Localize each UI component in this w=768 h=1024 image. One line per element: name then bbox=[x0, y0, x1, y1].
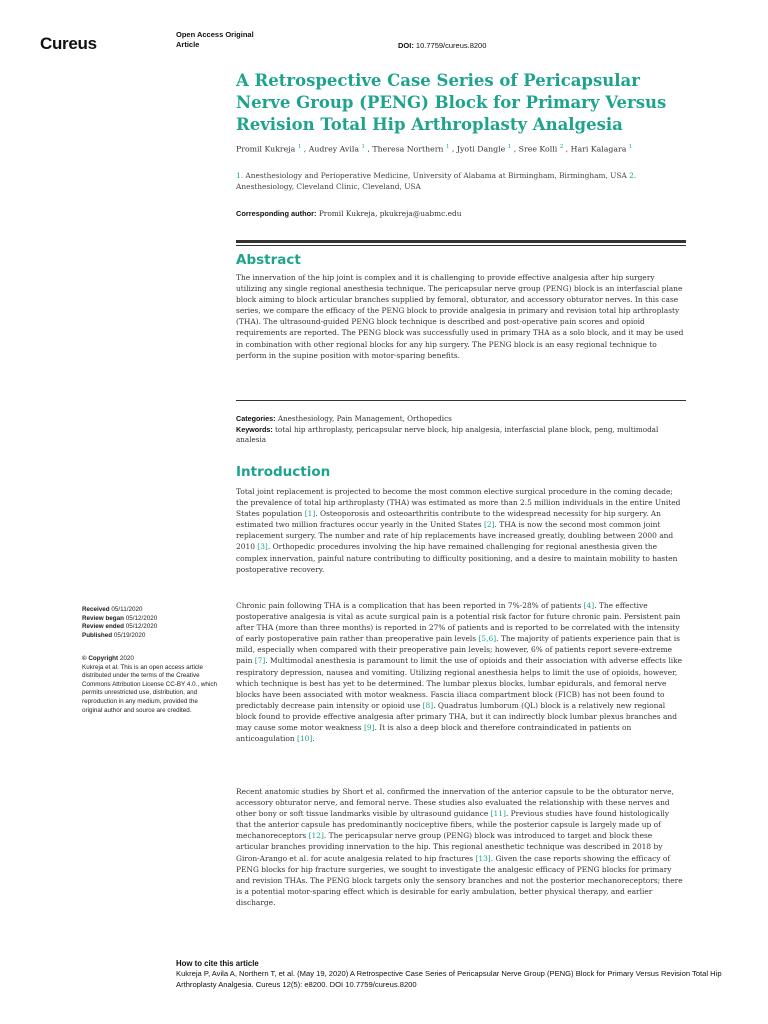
affiliation-2: Anesthesiology, Cleveland Clinic, Cleveland, USA bbox=[236, 182, 421, 191]
received-value: 05/11/2020 bbox=[109, 606, 143, 613]
published-value: 05/19/2020 bbox=[112, 631, 146, 639]
doi[interactable] bbox=[398, 41, 486, 50]
copyright-notice bbox=[82, 655, 217, 715]
corresponding-author-text[interactable]: Promil Kukreja, pkukreja@uabmc.edu bbox=[316, 209, 462, 218]
citation-link[interactable]: [2] bbox=[483, 520, 495, 530]
copyright-year: 2020 bbox=[118, 655, 134, 662]
abstract-text: The innervation of the hip joint is complex and it is challenging to provide effective analgesia after hip surgery utilizing any single regional anesthesia technique. The pericapsular nerve group (PENG) block is an interfascial plane block aiming to block articular branches supplied by femoral, obturator, and accessory obturator nerves. In this case series, we compare the efficacy of the PENG block to provide analgesia in primary and revision total hip arthroplasty (THA). The ultrasound-guided PENG block technique is described and post-operative pain scores and opioid requirements are reported. The PENG block was successfully used in primary THA as a solo block, and it may be used in combination with other regional blocks for any hip surgery. The PENG block is an easy regional technique to perform in the supine position with motor-sparing benefits. bbox=[236, 273, 684, 360]
doi-value: 10.7759/cureus.8200 bbox=[413, 41, 487, 50]
published-label: Published bbox=[82, 631, 113, 639]
author-separator: , bbox=[563, 144, 571, 154]
author-separator: , bbox=[301, 144, 309, 154]
citation-link[interactable]: [13] bbox=[475, 853, 491, 863]
affiliation-1: Anesthesiology and Perioperative Medicine, University of Alabama at Birmingham, Birmingham, USA bbox=[243, 171, 630, 180]
paragraph-text: . THA is now the second most common joint replacement surgery. The number and rate of hip replacements have increased greatly, doubling between 2000 and 2010 bbox=[236, 520, 674, 552]
paragraph-text: . Previous studies have found histologically that the anterior capsule has predominantly nociceptive fibers, while the posterior capsule is largely made up of mechanoreceptors bbox=[236, 809, 670, 841]
categories bbox=[236, 414, 686, 425]
paragraph-text: . Orthopedic procedures involving the hip have remained challenging for regional anesthesia given the complex innervation, painful nature contributing to difficulty positioning, and a desire to maintain mobility to hasten postoperative recovery. bbox=[236, 542, 678, 574]
paragraph-text: . It is also a deep block and therefore contraindicated in patients on anticoagulation bbox=[236, 723, 632, 744]
author-affiliation-marker: 2 bbox=[559, 144, 564, 150]
paragraph-text: . The majority of patients experience pain that is mild, especially when compared with their preoperative pain levels; however, 6% of patients report severe-extreme pain bbox=[236, 634, 680, 666]
review-began-label: Review began bbox=[82, 614, 124, 622]
article-type-line1: Open Access Original bbox=[176, 30, 254, 39]
corresponding-author bbox=[236, 209, 461, 218]
affiliation-number-2: 2. bbox=[629, 171, 637, 180]
received-label: Received bbox=[82, 606, 110, 613]
paragraph-text: . Quadratus lumborum (QL) block is a relatively new regional block found to provide effective analgesia after primary THA, but it can indirectly block lumbar plexus branches and may cause some motor weakness bbox=[236, 700, 677, 733]
published-date bbox=[82, 632, 217, 641]
citation-link[interactable]: [12] bbox=[308, 831, 324, 841]
author-name[interactable]: Jyoti Dangle bbox=[456, 144, 508, 154]
citation-link[interactable]: [11] bbox=[490, 809, 506, 819]
paragraph-text: . Given the case reports showing the efficacy of PENG blocks for hip fracture surgeries, we sought to investigate the analgesic efficacy of PENG blocks for primary and revision THAs. The PENG block targets only the sensory branches and not the posterior mechanoreceptors; there is a potential motor-sparing effect which is desirable for early ambulation, better physical therapy, and earlier discharge. bbox=[236, 853, 683, 907]
author-name[interactable]: Sree Kolli bbox=[518, 144, 560, 154]
keywords-label: Keywords: bbox=[236, 424, 273, 434]
paragraph-text: Chronic pain following THA is a complication that has been reported in 7%-28% of patients bbox=[236, 601, 584, 610]
paragraph-text: Total joint replacement is projected to become the most common elective surgical procedure in the coming decade; the prevalence of total hip arthroplasty (THA) was estimated as more than 2.5 million individuals in the entire United States population bbox=[236, 487, 681, 519]
article-type bbox=[176, 30, 254, 50]
author-affiliation-marker: 1 bbox=[507, 144, 512, 150]
introduction-paragraph-1 bbox=[236, 486, 686, 575]
review-ended-date bbox=[82, 623, 217, 632]
author-affiliation-marker: 1 bbox=[297, 144, 302, 150]
review-ended-value: 05/12/2020 bbox=[124, 623, 158, 631]
paragraph-text: . Osteoporosis and osteoarthritis contribute to the widespread necessity for hip surgery. An estimated two million fractures occur yearly in the United States bbox=[236, 509, 661, 530]
corresponding-author-label: Corresponding author: bbox=[236, 209, 317, 218]
introduction-paragraph-2 bbox=[236, 600, 686, 744]
abstract-divider bbox=[236, 400, 686, 401]
doi-label: DOI: bbox=[398, 41, 414, 50]
author-name[interactable]: Promil Kukreja bbox=[236, 144, 298, 154]
paragraph-text: . bbox=[312, 734, 315, 744]
review-began-value: 05/12/2020 bbox=[124, 614, 158, 622]
article-metadata bbox=[236, 414, 686, 446]
review-ended-label: Review ended bbox=[82, 623, 124, 631]
copyright-line bbox=[82, 655, 217, 664]
author-affiliation-marker: 1 bbox=[445, 144, 450, 150]
citation-heading: How to cite this article bbox=[176, 959, 259, 968]
introduction-heading: Introduction bbox=[236, 464, 331, 480]
citation-text: Kukreja P, Avila A, Northern T, et al. (May 19, 2020) A Retrospective Case Series of Pericapsular Nerve Group (PENG) Block for Primary Versus Revision Total Hip Arthroplasty Analgesia. Cureus 12(5): e8200. DOI 10.7759/cureus.8200 bbox=[176, 969, 722, 989]
section-rule-thin bbox=[236, 245, 686, 246]
categories-label: Categories: bbox=[236, 414, 276, 423]
author-separator: , bbox=[511, 144, 519, 154]
author-name[interactable]: Hari Kalagara bbox=[570, 144, 629, 154]
citation-link[interactable]: [7] bbox=[254, 656, 266, 666]
author-affiliation-marker: 1 bbox=[628, 144, 633, 150]
abstract-heading: Abstract bbox=[236, 252, 301, 268]
paragraph-text: . The pericapsular nerve group (PENG) block was introduced to target and block these articular branches providing innervation to the hip. This regional anesthetic technique was described in 2018 by Giron-Arango et al. for acute analgesia related to hip fractures bbox=[236, 831, 663, 863]
citation-link[interactable]: [8] bbox=[422, 700, 434, 710]
author-name[interactable]: Audrey Avila bbox=[308, 144, 362, 154]
article-title: A Retrospective Case Series of Pericapsular Nerve Group (PENG) Block for Primary Versus Revision Total Hip Arthroplasty Analgesia bbox=[236, 71, 667, 134]
affiliations bbox=[236, 170, 686, 192]
author-list bbox=[236, 144, 696, 154]
affiliation-number-1: 1. bbox=[236, 171, 244, 180]
author-name[interactable]: Theresa Northern bbox=[372, 144, 446, 154]
article-type-line2: Article bbox=[176, 40, 200, 49]
paragraph-text: Recent anatomic studies by Short et al. confirmed the innervation of the anterior capsule to be the obturator nerve, accessory obturator nerve, and femoral nerve. These studies also evaluated the relationship with these nerves and other bony or soft tissue landmarks visible by ultrasound guidance bbox=[236, 787, 674, 819]
journal-logo: Cureus bbox=[40, 34, 97, 53]
citation-link[interactable]: [1] bbox=[304, 509, 316, 519]
categories-text: Anesthesiology, Pain Management, Orthopedics bbox=[275, 414, 452, 423]
section-rule-thick bbox=[236, 240, 686, 243]
citation-link[interactable]: [3] bbox=[257, 542, 268, 552]
received-date bbox=[82, 606, 217, 615]
keywords bbox=[236, 425, 686, 446]
citation-link[interactable]: [10] bbox=[297, 734, 313, 744]
author-separator: , bbox=[364, 144, 373, 154]
license-text: Kukreja et al. This is an open access article distributed under the terms of the Creative Commons Attribution License CC-BY 4.0., which permits unrestricted use, distribution, and reproduction in any medium, provided the original author and source are credited. bbox=[82, 663, 217, 714]
citation-link[interactable]: [4] bbox=[583, 601, 595, 610]
review-began-date bbox=[82, 615, 217, 624]
paragraph-text: . The effective postoperative analgesia is vital as acute surgical pain is a potential risk factor for future chronic pain. Persistent pain after THA (more than three months) is reported in 27% of patients and is reported to be correlated with the intensity of early postoperative pain rather than preoperative pain levels bbox=[236, 601, 681, 644]
publication-history bbox=[82, 606, 217, 640]
paragraph-text: . Multimodal anesthesia is paramount to limit the use of opioids and their association with adverse effects like respiratory depression, nausea and vomiting. Utilizing regional anesthesia helps to limit the use of opioids, however, which technique is best has yet to be determined. The lumbar plexus blocks, lumbar epidurals, and femoral nerve blocks have been associated with motor weakness. Fascia iliaca compartment block (FICB) has not been found to predictably decrease pain intensity or opioid use bbox=[236, 656, 683, 710]
author-affiliation-marker: 1 bbox=[361, 144, 365, 150]
author-separator: , bbox=[449, 144, 457, 154]
citation-link[interactable]: [9] bbox=[363, 723, 375, 733]
citation-link[interactable]: [5,6] bbox=[478, 634, 497, 644]
keywords-text: total hip arthroplasty, pericapsular nerve block, hip analgesia, interfascial plane block, peng, multimodal analesia bbox=[236, 424, 659, 444]
introduction-paragraph-3 bbox=[236, 786, 686, 908]
copyright-label: © Copyright bbox=[82, 655, 119, 662]
